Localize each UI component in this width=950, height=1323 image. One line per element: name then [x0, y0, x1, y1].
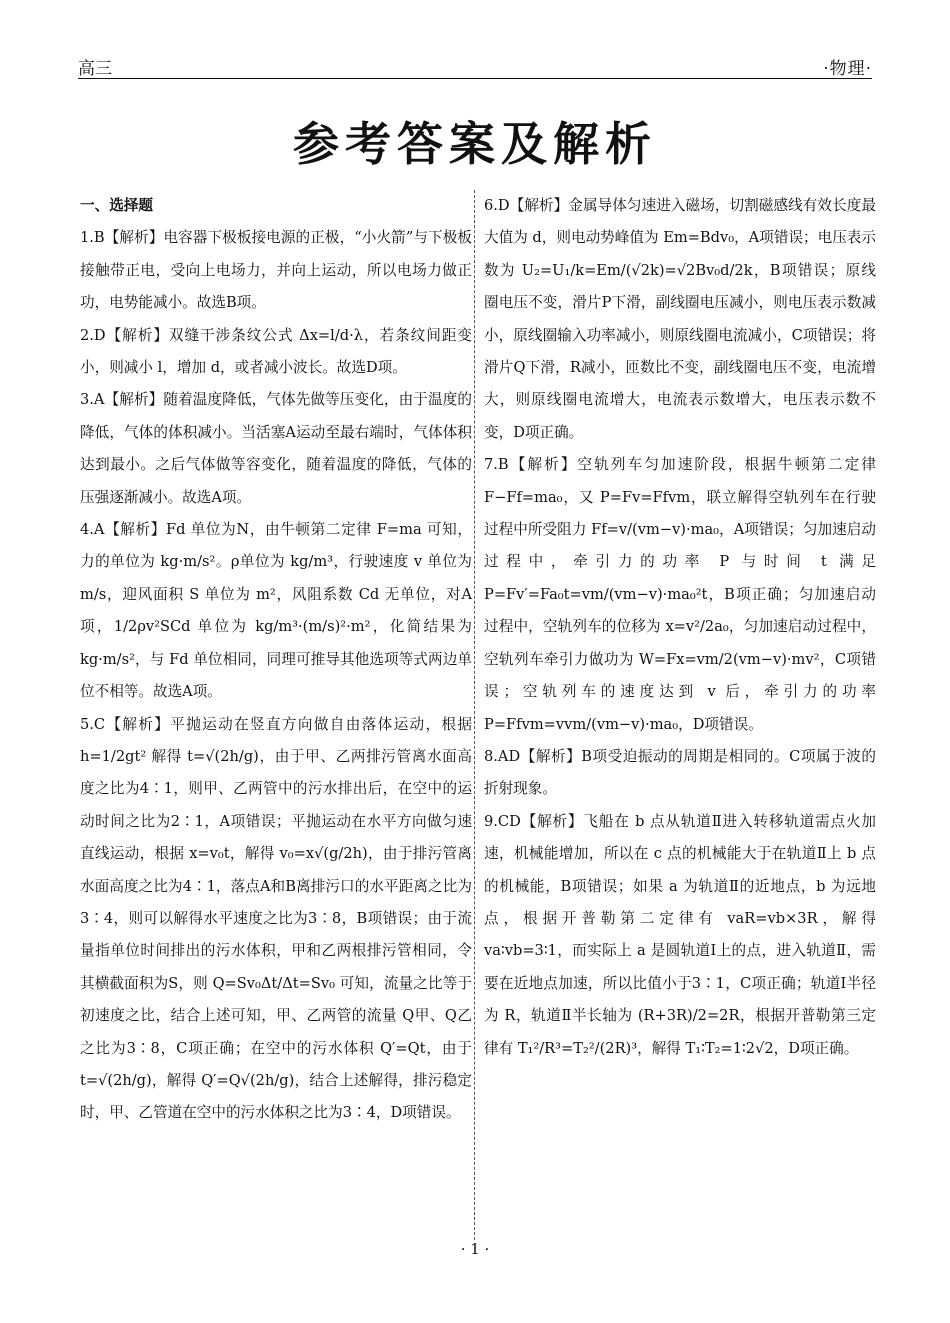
page-number: · 1 ·	[460, 1240, 490, 1258]
left-column	[80, 190, 472, 1130]
answer-item-3: 3.A【解析】随着温度降低，气体先做等压变化，由于温度的降低，气体的体积减小。当活塞A运动至最右端时，气体体积达到最小。之后气体做等容变化，随着温度的降低，气体的压强逐渐减小。故选A项。	[80, 391, 472, 506]
section-heading: 一、选择题	[80, 197, 153, 214]
answer-item-8: 8.AD【解析】B项受迫振动的周期是相同的。C项属于波的折射现象。	[484, 747, 876, 798]
answer-item-1: 1.B【解析】电容器下极板接电源的正极，“小火箭”与下极板接触带正电，受向上电场力，并向上运动，所以电场力做正功，电势能减小。故选B项。	[80, 229, 472, 312]
answer-item-6: 6.D【解析】金属导体匀速进入磁场，切割磁感线有效长度最大值为 d，则电动势峰值为 Em=Bdv₀，A项错误；电压表示数为 U₂=U₁/k=Em/(√2k)=√2Bv₀d/2k，B项错误；原线圈电压不变，滑片P下滑，副线圈电压减小，则电压表示数减小，原线圈输入功率减小，则原线圈电流减小，C项错误；将滑片Q下滑，R减小，匝数比不变，副线圈电压不变，电流增大，则原线圈电流增大，电流表示数增大，电压表示数不变，D项正确。	[484, 197, 876, 441]
answer-item-2: 2.D【解析】双缝干涉条纹公式 Δx=l/d·λ，若条纹间距变小，则减小 l，增加 d，或者减小波长。故选D项。	[80, 326, 472, 377]
grade-label: 高三	[78, 59, 112, 79]
page-header	[78, 50, 872, 79]
answer-item-4: 4.A【解析】Fd 单位为N，由牛顿第二定律 F=ma 可知，力的单位为 kg·m/s²。ρ单位为 kg/m³，行驶速度 v 单位为 m/s，迎风面积 S 单位为 m²，风阻系数 Cd 无单位，对A项，1/2ρv²SCd 单位为 kg/m³·(m/s)²·m²，化简结果为 kg·m/s²，与 Fd 单位相同，同理可推导其他选项等式两边单位不相等。故选A项。	[80, 521, 472, 701]
column-divider	[474, 190, 475, 1240]
subject-label: ·物理·	[823, 59, 872, 79]
answer-item-9: 9.CD【解析】飞船在 b 点从轨道Ⅱ进入转移轨道需点火加速，机械能增加，所以在 c 点的机械能大于在轨道Ⅱ上 b 点的机械能，B项错误；如果 a 为轨道Ⅱ的近地点，b 为远地点，根据开普勒第二定律有 vaR=vb×3R，解得 va∶vb=3∶1，而实际上 a 是圆轨道Ⅰ上的点，进入轨道Ⅱ，需要在近地点加速，所以比值小于3∶1，C项正确；轨道Ⅰ半径为 R，轨道Ⅱ半长轴为 (R+3R)/2=2R，根据开普勒第三定律有 T₁²/R³=T₂²/(2R)³，解得 T₁∶T₂=1∶2√2，D项正确。	[484, 812, 876, 1057]
page-title: 参考答案及解析	[293, 117, 657, 171]
right-column	[484, 190, 876, 1065]
answer-item-7: 7.B【解析】空轨列车匀加速阶段，根据牛顿第二定律 F−Ff=ma₀，又 P=Fv=Ffvm，联立解得空轨列车在行驶过程中所受阻力 Ff=v/(vm−v)·ma₀，A项错误；匀加速启动过程中，牵引力的功率 P 与时间 t 满足 P=Fv′=Fa₀t=vm/(vm−v)·ma₀²t，B项正确；匀加速启动过程中，空轨列车的位移为 x=v²/2a₀，匀加速启动过程中，空轨列车牵引力做功为 W=Fx=vm/2(vm−v)·mv²，C项错误；空轨列车的速度达到 v 后，牵引力的功率 P=Ffvm=vvm/(vm−v)·ma₀，D项错误。	[484, 456, 876, 733]
answer-item-5: 5.C【解析】平抛运动在竖直方向做自由落体运动，根据 h=1/2gt² 解得 t=√(2h/g)，由于甲、乙两排污管离水面高度之比为4∶1，则甲、乙两管中的污水排出后，在空中的运动时间之比为2∶1，A项错误；平抛运动在水平方向做匀速直线运动，根据 x=v₀t，解得 v₀=x√(g/2h)，由于排污管离水面高度之比为4∶1，落点A和B离排污口的水平距离之比为3∶4，则可以解得水平速度之比为3∶8，B项错误；由于流量指单位时间排出的污水体积，甲和乙两根排污管相同，令其横截面积为S，则 Q=Sv₀Δt/Δt=Sv₀ 可知，流量之比等于初速度之比，结合上述可知，甲、乙两管的流量 Q甲、Q乙 之比为3∶8，C项正确；在空中的污水体积 Q′=Qt，由于 t=√(2h/g)，解得 Q′=Q√(2h/g)，结合上述解得，排污稳定时，甲、乙管道在空中的污水体积之比为3∶4，D项错误。	[80, 715, 472, 1122]
